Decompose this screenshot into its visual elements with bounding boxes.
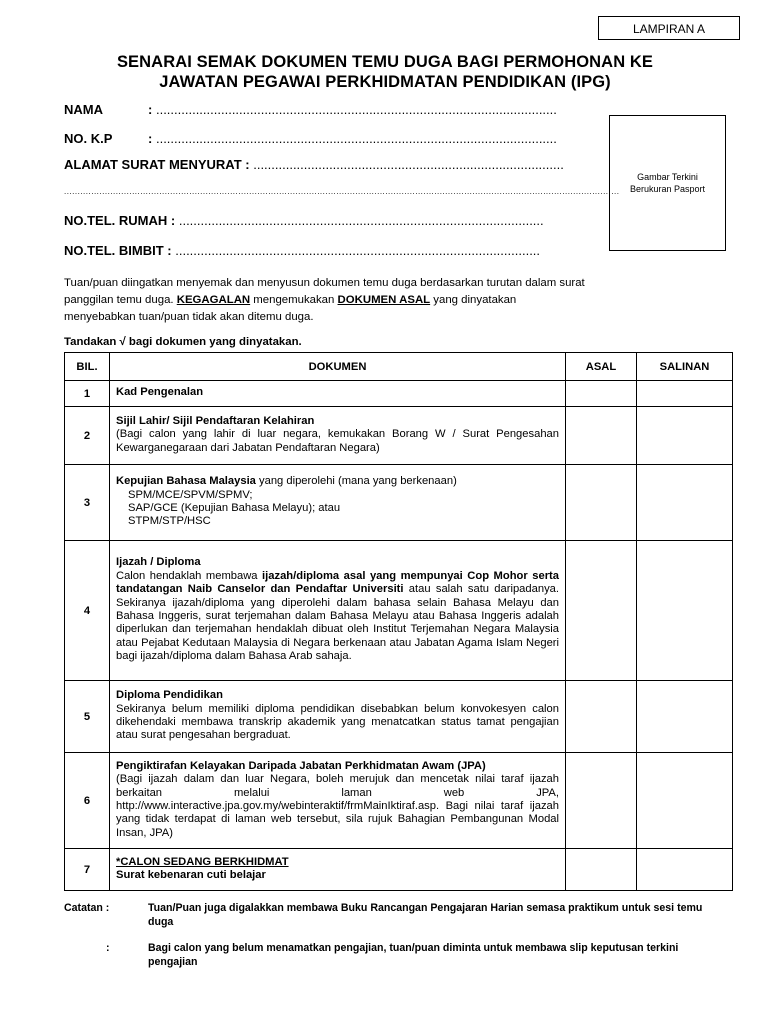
title-line-2: JAWATAN PEGAWAI PERKHIDMATAN PENDIDIKAN (IPG) [159,73,611,91]
field-tel-bimbit-dots: ..................................................................................................... [175,243,541,258]
table-row [65,753,733,849]
note-text: Tuan/Puan juga digalakkan membawa Buku Rancangan Pengajaran Harian semasa praktikum untuk sesi temu duga [148,902,703,928]
checkbox-asal[interactable] [566,407,637,465]
row-dokumen [110,541,566,681]
photo-caption-line2: Berukuran Pasport [629,184,706,194]
checkbox-salinan[interactable] [637,681,733,753]
document-checklist-table [64,352,733,891]
note-text: Bagi calon yang belum menamatkan pengajian, tuan/puan diminta untuk membawa slip keputusan terkini pengajian [148,942,679,968]
row-dokumen [110,407,566,465]
doc-desc-bold: ijazah/diploma asal yang mempunyai Cop Mohor serta tandatangan Naib Canselor dan Pendaftar Universiti [116,569,559,596]
checkbox-asal[interactable] [566,849,637,891]
doc-description: (Bagi ijazah dalam dan luar Negara, boleh merujuk dan mencetak nilai taraf ijazah berkaitan melalui laman web JPA, http://www.interactive.jpa.gov.my/webinteraktif/frmMainIktiraf.asp. Bagi nilai taraf ijazah yang tidak terdapat di laman web tersebut, sila rujuk Bahagian Pembangunan Modal Insan, JPA) [116,773,559,839]
checkbox-salinan[interactable] [637,465,733,541]
intro-dokumen-asal: DOKUMEN ASAL [337,294,431,306]
row-dokumen [110,681,566,753]
field-nama[interactable] [64,102,557,117]
note-item [64,902,716,929]
notes-section [64,902,716,982]
row-dokumen [110,381,566,407]
row-bil: 7 [65,849,110,891]
passport-photo-box[interactable] [609,115,726,251]
field-nokp-dots: ............................................................................................................... [155,131,557,146]
doc-title: Kad Pengenalan [116,386,204,399]
note-label: Catatan : [64,902,110,914]
intro-paragraph [64,275,587,326]
row-bil: 3 [65,465,110,541]
doc-item: SAP/GCE (Kepujian Bahasa Melayu); atau [128,502,341,514]
row-bil: 4 [65,541,110,681]
row-bil: 6 [65,753,110,849]
header-salinan: SALINAN [637,353,733,381]
table-row [65,849,733,891]
doc-description [116,570,559,664]
field-alamat-label: ALAMAT SURAT MENYURAT : [64,157,250,172]
doc-description: Sekiranya belum memiliki diploma pendidikan disebabkan belum konvokesyen calon dikehendaki membawa transkrip akademik yang menatcatkan status tamat pengajian atau surat pengesahan bergraduat. [116,702,559,742]
row-dokumen [110,465,566,541]
field-nama-label: NAMA [64,102,103,117]
doc-desc-a: Calon hendaklah membawa [116,569,263,582]
checkbox-asal[interactable] [566,381,637,407]
doc-title-underlined: *CALON SEDANG BERKHIDMAT [116,855,289,868]
checkbox-salinan[interactable] [637,849,733,891]
doc-item: SPM/MCE/SPVM/SPMV; [128,488,253,501]
field-tel-bimbit-label: NO.TEL. BIMBIT : [64,243,172,258]
field-tel-bimbit[interactable] [64,243,540,258]
checkbox-asal[interactable] [566,753,637,849]
checkbox-asal[interactable] [566,465,637,541]
checkbox-salinan[interactable] [637,381,733,407]
doc-title: Kepujian Bahasa Malaysia [116,475,256,488]
doc-title: Ijazah / Diploma [116,556,201,569]
doc-title: Pengiktirafan Kelayakan Daripada Jabatan Perkhidmatan Awam (JPA) [116,759,486,772]
photo-caption-line1: Gambar Terkini [637,172,698,182]
title-line-1: SENARAI SEMAK DOKUMEN TEMU DUGA BAGI PERMOHONAN KE [116,53,654,71]
intro-text-3: yang dinyatakan menyebabkan tuan/puan tidak akan ditemu duga. [64,294,517,323]
intro-kegagalan: KEGAGALAN [176,294,251,306]
field-alamat-line2[interactable]: ............................................................................................................................................................................................................ [64,187,620,196]
checkbox-asal[interactable] [566,541,637,681]
doc-title: Diploma Pendidikan [116,689,223,702]
doc-desc-b: atau salah satu daripadanya. Sekiranya ijazah/diploma yang diperolehi dalam bahasa selain Bahasa Melayu dan Bahasa Inggeris, surat terjemahan dalam Bahasa Melayu atau Bahasa Inggeris adalah diperlukan dan terjemahan hendaklah dibuat oleh Institut Terjemahan Negara Malaysia atau Pejabat Kedutaan Malaysia di Negara berkenaan atau Jabatan Agama Islam Negeri bagi ijazah/diploma dalam Bahasa Arab sahaja. [116,583,559,663]
field-nokp[interactable] [64,131,557,146]
header-bil: BIL. [65,353,110,381]
field-nama-colon: : [148,102,153,117]
row-bil: 2 [65,407,110,465]
doc-description: (Bagi calon yang lahir di luar negara, kemukakan Borang W / Surat Pengesahan Kewarganegaraan dari Jabatan Pendaftaran Negara) [116,428,559,454]
field-nokp-colon: : [148,131,153,146]
checkbox-asal[interactable] [566,681,637,753]
checkbox-salinan[interactable] [637,407,733,465]
field-tel-rumah-label: NO.TEL. RUMAH : [64,213,176,228]
checkbox-salinan[interactable] [637,541,733,681]
intro-text-2: mengemukakan [250,294,338,306]
field-tel-rumah-dots: ..................................................................................................... [178,213,544,228]
lampiran-box: LAMPIRAN A [598,16,740,40]
field-nama-dots: ............................................................................................................... [155,102,557,117]
field-nokp-label: NO. K.P [64,131,113,146]
field-tel-rumah[interactable] [64,213,544,228]
doc-description: Surat kebenaran cuti belajar [116,869,266,881]
table-row [65,381,733,407]
row-bil: 1 [65,381,110,407]
table-row [65,681,733,753]
row-dokumen [110,753,566,849]
instruction-text: Tandakan √ bagi dokumen yang dinyatakan. [64,336,302,348]
doc-item: STPM/STP/HSC [128,515,211,528]
doc-title-suffix: yang diperolehi (mana yang berkenaan) [255,475,457,488]
table-row [65,407,733,465]
table-row [65,541,733,681]
row-dokumen [110,849,566,891]
row-bil: 5 [65,681,110,753]
note-item [64,942,716,969]
table-header-row [65,353,733,381]
header-dokumen: DOKUMEN [110,353,566,381]
document-title [40,52,730,92]
doc-title: Sijil Lahir/ Sijil Pendaftaran Kelahiran [116,414,315,427]
intro-text-1: Tuan/puan diingatkan menyemak dan menyusun dokumen temu duga berdasarkan turutan dalam surat panggilan temu duga. [64,277,585,306]
note-label: : [106,942,110,954]
checkbox-salinan[interactable] [637,753,733,849]
field-alamat[interactable] [64,157,564,172]
doc-title [116,856,559,869]
table-row [65,465,733,541]
field-alamat-dots: ...................................................................................... [253,157,564,172]
header-asal: ASAL [566,353,637,381]
